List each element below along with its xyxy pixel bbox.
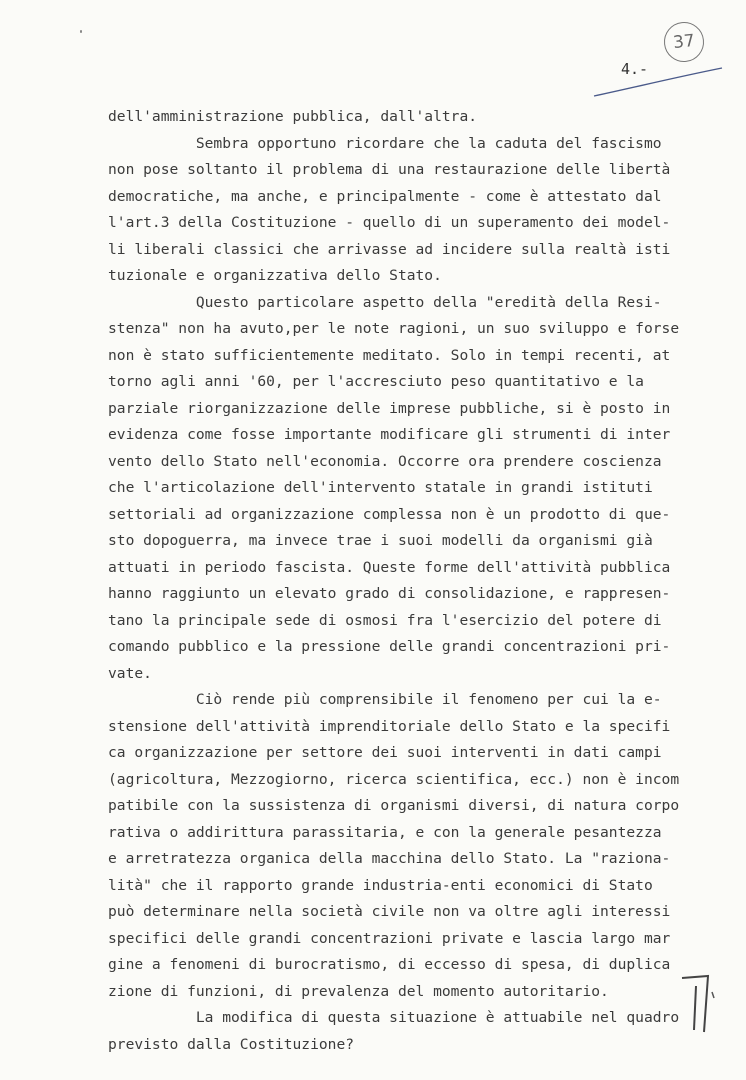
- text-line: stensione dell'attività imprenditoriale dello Stato e la specifi: [108, 717, 671, 735]
- text-line: torno agli anni '60, per l'accresciuto peso quantitativo e la: [108, 373, 644, 390]
- text-line: l'art.3 della Costituzione - quello di un superamento dei model-: [108, 214, 671, 231]
- text-line: sto dopoguerra, ma invece trae i suoi modelli da organismi già: [108, 532, 653, 549]
- text-line: e arretratezza organica della macchina dello Stato. La "raziona-: [108, 850, 671, 867]
- text-line: non pose soltanto il problema di una restaurazione delle libertà: [108, 161, 671, 178]
- text-line: patibile con la sussistenza di organismi diversi, di natura corpo: [108, 797, 680, 814]
- text-line: tuzionale e organizzativa dello Stato.: [108, 267, 442, 284]
- text-line: lità" che il rapporto grande industria-enti economici di Stato: [108, 876, 653, 894]
- document-body: [108, 104, 688, 1058]
- text-line: dell'amministrazione pubblica, dall'altra.: [108, 108, 478, 125]
- text-line: vento dello Stato nell'economia. Occorre ora prendere coscienza: [108, 452, 662, 470]
- stamp-number: 37: [672, 30, 696, 54]
- text-line: stenza" non ha avuto,per le note ragioni, un suo sviluppo e forse: [108, 320, 680, 337]
- text-line: può determinare nella società civile non va oltre agli interessi: [108, 903, 671, 920]
- text-line: che l'articolazione dell'intervento statale in grandi istituti: [108, 479, 653, 496]
- text-line: evidenza come fosse importante modificare gli strumenti di inter: [108, 426, 671, 443]
- text-line: tano la principale sede di osmosi fra l'esercizio del potere di: [108, 611, 662, 629]
- text-line: attuati in periodo fascista. Queste forme dell'attività pubblica: [108, 558, 671, 576]
- text-line: rativa o addirittura parassitaria, e con la generale pesantezza: [108, 823, 662, 841]
- text-line: parziale riorganizzazione delle imprese pubbliche, si è posto in: [108, 399, 671, 417]
- text-line: Questo particolare aspetto della "eredità della Resi-: [108, 293, 662, 311]
- text-line: previsto dalla Costituzione?: [108, 1035, 355, 1053]
- margin-bracket-mark: [678, 972, 718, 1034]
- text-line: hanno raggiunto un elevato grado di consolidazione, e rappresen-: [108, 585, 671, 602]
- text-line: non è stato sufficientemente meditato. Solo in tempi recenti, at: [108, 346, 671, 364]
- text-line: vate.: [108, 664, 152, 682]
- paper-speck: [80, 30, 82, 33]
- text-line: democratiche, ma anche, e principalmente - come è attestato dal: [108, 187, 662, 205]
- text-line: li liberali classici che arrivasse ad incidere sulla realtà isti: [108, 240, 671, 258]
- text-line: Sembra opportuno ricordare che la caduta del fascismo: [108, 134, 662, 152]
- text-line: (agricoltura, Mezzogiorno, ricerca scientifica, ecc.) non è incom: [108, 770, 680, 788]
- text-line: La modifica di questa situazione è attuabile nel quadro: [108, 1009, 680, 1026]
- text-line: Ciò rende più comprensibile il fenomeno per cui la e-: [108, 691, 662, 708]
- text-line: gine a fenomeni di burocratismo, di eccesso di spesa, di duplica: [108, 956, 671, 973]
- text-line: comando pubblico e la pressione delle grandi concentrazioni pri-: [108, 638, 671, 655]
- page-number: 4.-: [621, 60, 649, 78]
- text-line: zione di funzioni, di prevalenza del momento autoritario.: [108, 982, 609, 1000]
- text-line: specifici delle grandi concentrazioni private e lascia largo mar: [108, 929, 671, 947]
- text-line: ca organizzazione per settore dei suoi interventi in dati campi: [108, 744, 662, 761]
- handwritten-underline: [592, 66, 724, 98]
- text-line: settoriali ad organizzazione complessa non è un prodotto di que-: [108, 505, 671, 523]
- archive-stamp: [662, 20, 706, 64]
